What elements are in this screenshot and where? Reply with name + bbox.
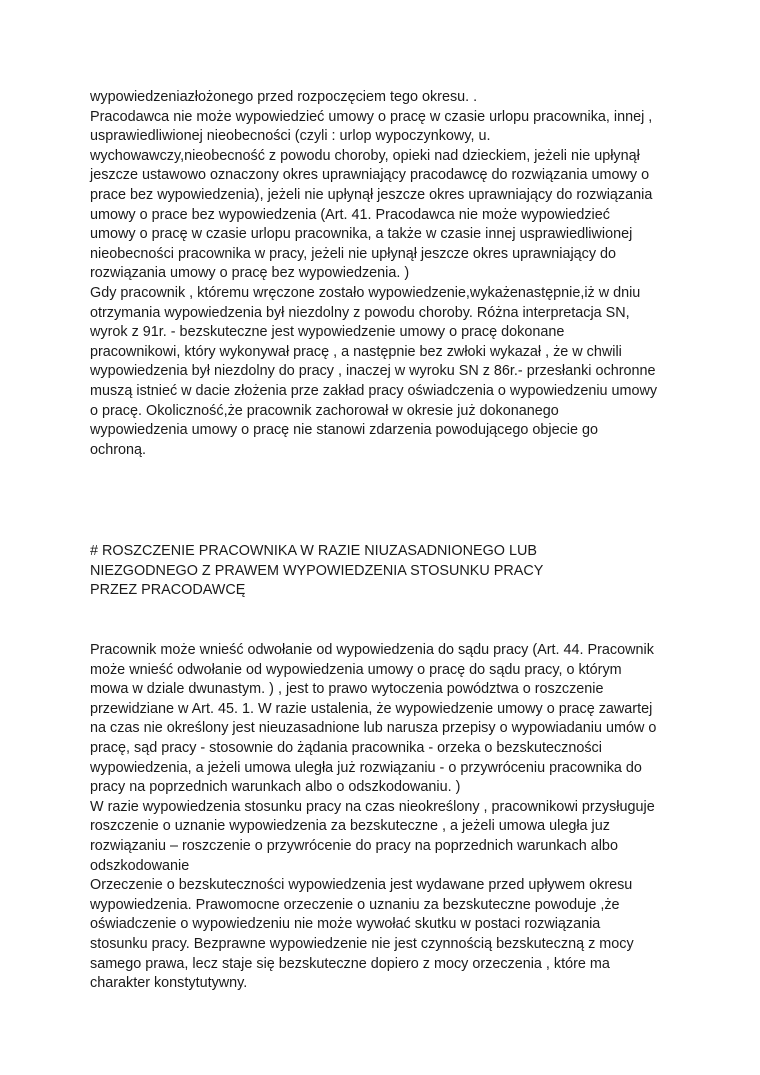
text-line: wyrok z 91r. - bezskuteczne jest wypowiedzenie umowy o pracę dokonane	[90, 324, 565, 341]
section1-paragraph	[90, 88, 658, 460]
text-line: Pracownik może wnieść odwołanie od wypowiedzenia do sądu pracy (Art. 44. Pracownik	[90, 642, 654, 659]
text-line: pracę, sąd pracy - stosownie do żądania pracownika - orzeka o bezskuteczności	[90, 740, 602, 757]
text-line: roszczenie o uznanie wypowiedzenia za bezskuteczne , a jeżeli umowa uległa juz	[90, 818, 610, 835]
section-heading	[90, 542, 650, 601]
text-line: Orzeczenie o bezskuteczności wypowiedzenia jest wydawane przed upływem okresu	[90, 877, 633, 894]
text-line: wychowawczy,nieobecność z powodu choroby, opieki nad dzieckiem, jeżeli nie upłynął	[90, 147, 640, 164]
heading-line: # ROSZCZENIE PRACOWNIKA W RAZIE NIUZASADNIONEGO LUB	[90, 543, 537, 560]
text-line: muszą istnieć w dacie złożenia prze zakład pracy oświadczenia o wypowiedzeniu umowy	[90, 382, 658, 399]
text-line: o pracę. Okoliczność,że pracownik zachorował w okresie już dokonanego	[90, 402, 559, 419]
text-line: usprawiedliwionej nieobecności (czyli : urlop wypoczynkowy, u.	[90, 128, 491, 145]
text-line: prace bez wypowiedzenia), jeżeli nie upłynął jeszcze okres uprawniający do rozwiązania	[90, 186, 653, 203]
text-line: jeszcze ustawowo oznaczony okres uprawniający pracodawcę do rozwiązania umowy o	[90, 167, 650, 184]
heading-line: NIEZGODNEGO Z PRAWEM WYPOWIEDZENIA STOSUNKU PRACY	[90, 562, 544, 579]
text-line: odszkodowanie	[90, 857, 190, 874]
text-line: charakter konstytutywny.	[90, 975, 248, 992]
text-line: ochroną.	[90, 441, 147, 458]
text-line: wypowiedzenia, a jeżeli umowa uległa już rozwiązaniu - o przywróceniu pracownika do	[90, 759, 642, 776]
text-line: samego prawa, lecz staje się bezskuteczne dopiero z mocy orzeczenia , które ma	[90, 955, 610, 972]
text-line: nieobecności pracownika w pracy, jeżeli nie upłynął jeszcze okres uprawniający do	[90, 245, 617, 262]
text-line: oświadczenie o wypowiedzeniu nie może wywołać skutku w postaci rozwiązania	[90, 916, 601, 933]
text-line: może wnieść odwołanie od wypowiedzenia umowy o pracę do sądu pracy, o którym	[90, 661, 622, 678]
text-line: rozwiązaniu – roszczenie o przywrócenie do pracy na poprzednich warunkach albo	[90, 838, 618, 854]
text-line: pracownikowi, który wykonywał pracę , a następnie bez zwłoki wykazał , że w chwili	[90, 343, 622, 360]
text-line: wypowiedzeniazłożonego przed rozpoczęciem tego okresu. .	[90, 89, 478, 105]
document-page	[90, 88, 658, 994]
text-line: umowy o pracę w czasie urlopu pracownika, a także w czasie innej usprawiedliwionej	[90, 226, 633, 243]
text-line: otrzymania wypowiedzenia był niezdolny z powodu choroby. Różna interpretacja SN,	[90, 304, 630, 321]
text-line: mowa w dziale dwunastym. ) , jest to prawo wytoczenia powództwa o roszczenie	[90, 681, 604, 698]
text-line: Pracodawca nie może wypowiedzieć umowy o pracę w czasie urlopu pracownika, innej ,	[90, 108, 653, 125]
section2-paragraph	[90, 641, 657, 994]
text-line: wypowiedzenia był niezdolny do pracy , inaczej w wyroku SN z 86r.- przesłanki ochronne	[90, 363, 656, 380]
text-line: na czas nie określony jest nieuzasadnione lub narusza przepisy o wypowiadaniu umów o	[90, 720, 657, 737]
text-line: wypowiedzenia umowy o pracę nie stanowi zdarzenia powodującego objecie go	[90, 422, 598, 439]
text-line: Gdy pracownik , któremu wręczone zostało wypowiedzenie,wykażenastępnie,iż w dniu	[90, 284, 641, 301]
text-line: umowy o prace bez wypowiedzenia (Art. 41. Pracodawca nie może wypowiedzieć	[90, 206, 610, 223]
text-line: W razie wypowiedzenia stosunku pracy na czas nieokreślony , pracownikowi przysługuje	[90, 798, 655, 815]
text-line: przewidziane w Art. 45. 1. W razie ustalenia, że wypowiedzenie umowy o pracę zawartej	[90, 700, 653, 717]
text-line: pracy na poprzednich warunkach albo o odszkodowaniu. )	[90, 779, 461, 796]
text-line: wypowiedzenia. Prawomocne orzeczenie o uznaniu za bezskuteczne powoduje ,że	[90, 896, 620, 913]
text-line: rozwiązania umowy o pracę bez wypowiedzenia. )	[90, 265, 410, 282]
text-line: stosunku pracy. Bezprawne wypowiedzenie nie jest czynnością bezskuteczną z mocy	[90, 935, 634, 952]
heading-line: PRZEZ PRACODAWCĘ	[90, 582, 246, 599]
